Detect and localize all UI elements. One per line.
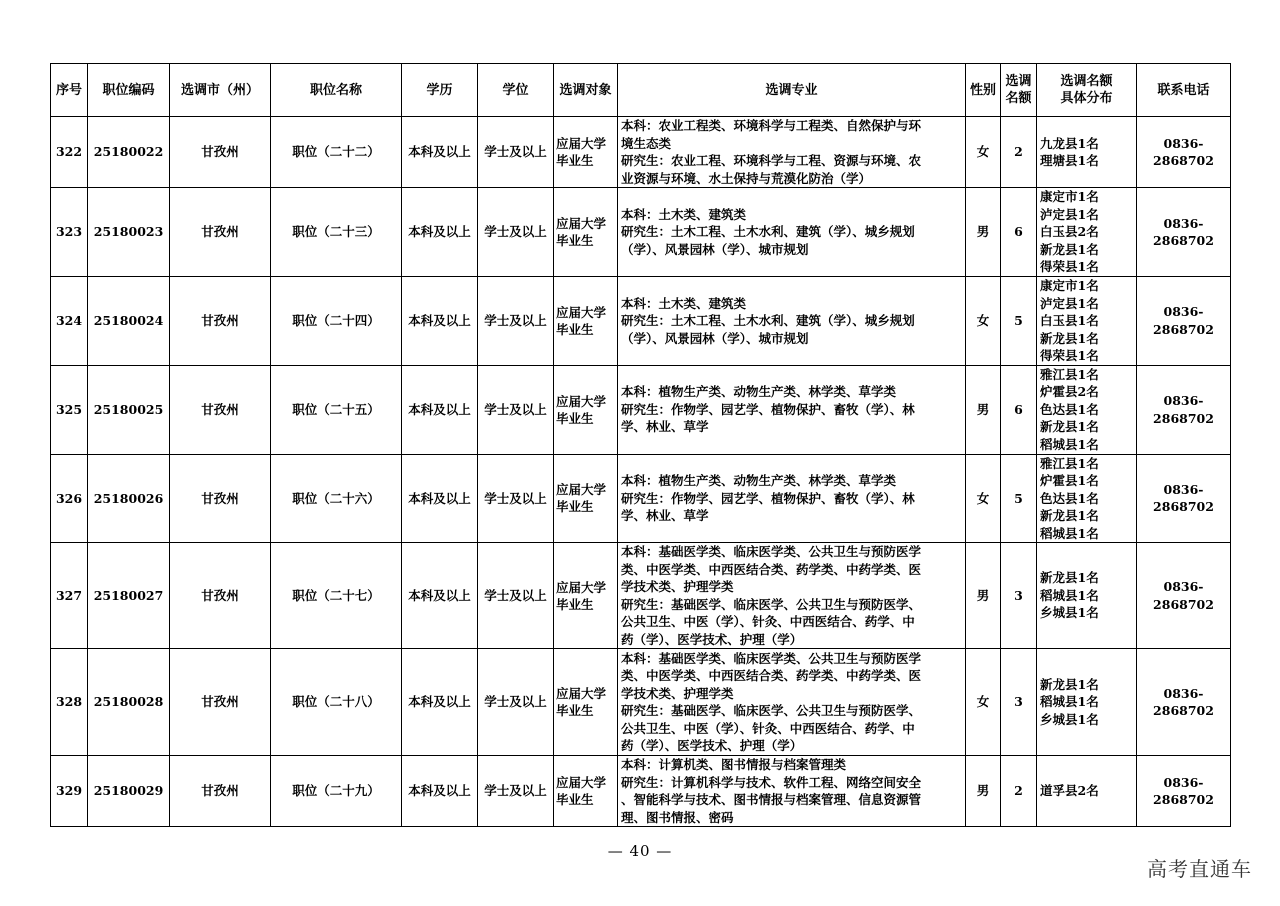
distribution-line: 稻城县1名	[1040, 525, 1099, 541]
distribution-line: 泸定县1名	[1040, 295, 1099, 311]
cell-quota: 2	[1001, 117, 1037, 188]
cell-city: 甘孜州	[170, 188, 271, 277]
page-number: — 40 —	[607, 842, 673, 860]
cell-code: 25180025	[88, 365, 170, 454]
cell-education: 本科及以上	[402, 365, 478, 454]
cell-code: 25180029	[88, 756, 170, 827]
distribution-line: 稻城县1名	[1040, 694, 1099, 710]
cell-distribution	[1037, 649, 1137, 756]
cell-city: 甘孜州	[170, 117, 271, 188]
major-line: 学技术类、护理学类	[621, 685, 734, 701]
cell-education: 本科及以上	[402, 543, 478, 649]
cell-code: 25180022	[88, 117, 170, 188]
major-line: 药（学）、医学技术、护理（学）	[621, 738, 803, 753]
col-header-degree: 学位	[478, 64, 554, 117]
recruitment-table	[50, 63, 1231, 827]
cell-title: 职位（二十八）	[271, 649, 402, 756]
distribution-line: 新龙县1名	[1040, 241, 1099, 257]
cell-education: 本科及以上	[402, 277, 478, 366]
table-row	[51, 188, 1231, 277]
cell-phone: 0836-2868702	[1137, 756, 1231, 827]
distribution-line: 乡城县1名	[1040, 605, 1099, 621]
distribution-line: 新龙县1名	[1040, 330, 1099, 346]
cell-phone: 0836-2868702	[1137, 188, 1231, 277]
cell-city: 甘孜州	[170, 277, 271, 366]
table-row	[51, 543, 1231, 649]
watermark-text: 高考直通车	[1147, 857, 1252, 881]
major-line: 研究生：土木工程、土木水利、建筑（学）、城乡规划	[621, 313, 915, 328]
table-row	[51, 365, 1231, 454]
major-line: 本科：植物生产类、动物生产类、林学类、草学类	[621, 473, 897, 488]
cell-no: 327	[51, 543, 88, 649]
cell-distribution	[1037, 117, 1137, 188]
cell-city: 甘孜州	[170, 649, 271, 756]
cell-quota: 5	[1001, 454, 1037, 543]
distribution-line: 泸定县1名	[1040, 206, 1099, 222]
distribution-line: 炉霍县1名	[1040, 473, 1099, 488]
cell-quota: 6	[1001, 188, 1037, 277]
major-line: 研究生：农业工程、环境科学与工程、资源与环境、农	[621, 153, 922, 168]
major-line: 本科：基础医学类、临床医学类、公共卫生与预防医学	[621, 650, 922, 666]
col-header-code: 职位编码	[88, 64, 170, 117]
major-line: 药（学）、医学技术、护理（学）	[621, 631, 803, 647]
cell-phone: 0836-2868702	[1137, 365, 1231, 454]
distribution-line: 新龙县1名	[1040, 570, 1099, 586]
cell-major	[618, 117, 966, 188]
cell-degree: 学士及以上	[478, 365, 554, 454]
header-row	[51, 64, 1231, 117]
cell-target: 应届大学 毕业生	[554, 543, 618, 649]
major-line: 公共卫生、中医（学）、针灸、中西医结合、药学、中	[621, 614, 915, 629]
cell-no: 328	[51, 649, 88, 756]
cell-distribution	[1037, 454, 1137, 543]
major-line: （学）、风景园林（学）、城市规划	[621, 330, 809, 346]
cell-distribution	[1037, 756, 1137, 827]
table-row	[51, 756, 1231, 827]
cell-degree: 学士及以上	[478, 454, 554, 543]
cell-degree: 学士及以上	[478, 188, 554, 277]
table-row	[51, 649, 1231, 756]
distribution-line: 乡城县1名	[1040, 711, 1099, 727]
major-line: 学、林业、草学	[621, 419, 709, 435]
cell-code: 25180028	[88, 649, 170, 756]
table-row	[51, 454, 1231, 543]
cell-no: 329	[51, 756, 88, 827]
cell-no: 323	[51, 188, 88, 277]
col-header-title: 职位名称	[271, 64, 402, 117]
cell-distribution	[1037, 277, 1137, 366]
cell-gender: 女	[966, 454, 1001, 543]
cell-gender: 男	[966, 188, 1001, 277]
cell-phone: 0836-2868702	[1137, 117, 1231, 188]
cell-title: 职位（二十四）	[271, 277, 402, 366]
table-body	[51, 117, 1231, 827]
cell-city: 甘孜州	[170, 756, 271, 827]
cell-quota: 3	[1001, 543, 1037, 649]
cell-no: 324	[51, 277, 88, 366]
cell-quota: 2	[1001, 756, 1037, 827]
cell-phone: 0836-2868702	[1137, 543, 1231, 649]
cell-no: 325	[51, 365, 88, 454]
distribution-line: 九龙县1名	[1040, 135, 1099, 151]
cell-code: 25180027	[88, 543, 170, 649]
major-line: 类、中医学类、中西医结合类、药学类、中药学类、医	[621, 668, 922, 683]
major-line: 本科：植物生产类、动物生产类、林学类、草学类	[621, 384, 897, 400]
cell-target: 应届大学 毕业生	[554, 454, 618, 543]
distribution-line: 得荣县1名	[1040, 348, 1099, 363]
cell-education: 本科及以上	[402, 188, 478, 277]
distribution-line: 康定市1名	[1040, 278, 1099, 293]
major-line: 理、图书情报、密码	[621, 809, 734, 825]
distribution-line: 白玉县2名	[1040, 224, 1099, 240]
distribution-line: 炉霍县2名	[1040, 384, 1099, 400]
cell-gender: 女	[966, 117, 1001, 188]
major-line: 本科：基础医学类、临床医学类、公共卫生与预防医学	[621, 544, 922, 559]
cell-city: 甘孜州	[170, 543, 271, 649]
major-line: 类、中医学类、中西医结合类、药学类、中药学类、医	[621, 561, 922, 577]
cell-degree: 学士及以上	[478, 543, 554, 649]
distribution-line: 白玉县1名	[1040, 313, 1099, 328]
distribution-line: 雅江县1名	[1040, 366, 1099, 382]
cell-education: 本科及以上	[402, 756, 478, 827]
col-header-gender: 性别	[966, 64, 1001, 117]
major-line: 境生态类	[621, 135, 672, 151]
col-header-quota: 选调 名额	[1001, 64, 1037, 117]
col-header-target: 选调对象	[554, 64, 618, 117]
cell-degree: 学士及以上	[478, 117, 554, 188]
cell-code: 25180026	[88, 454, 170, 543]
distribution-line: 色达县1名	[1040, 401, 1099, 417]
cell-city: 甘孜州	[170, 365, 271, 454]
cell-code: 25180023	[88, 188, 170, 277]
cell-education: 本科及以上	[402, 649, 478, 756]
distribution-line: 得荣县1名	[1040, 259, 1099, 275]
distribution-line: 理塘县1名	[1040, 153, 1099, 168]
cell-major	[618, 756, 966, 827]
col-header-education: 学历	[402, 64, 478, 117]
cell-title: 职位（二十九）	[271, 756, 402, 827]
cell-quota: 5	[1001, 277, 1037, 366]
major-line: 研究生：基础医学、临床医学、公共卫生与预防医学、	[621, 596, 922, 612]
major-line: 本科：农业工程类、环境科学与工程类、自然保护与环	[621, 118, 922, 133]
cell-target: 应届大学 毕业生	[554, 277, 618, 366]
cell-target: 应届大学 毕业生	[554, 117, 618, 188]
cell-major	[618, 365, 966, 454]
major-line: 学、林业、草学	[621, 508, 709, 523]
col-header-no: 序号	[51, 64, 88, 117]
cell-degree: 学士及以上	[478, 649, 554, 756]
cell-distribution	[1037, 543, 1137, 649]
major-line: 研究生：计算机科学与技术、软件工程、网络空间安全	[621, 774, 922, 790]
cell-quota: 3	[1001, 649, 1037, 756]
cell-degree: 学士及以上	[478, 277, 554, 366]
col-header-major: 选调专业	[618, 64, 966, 117]
cell-quota: 6	[1001, 365, 1037, 454]
major-line: 公共卫生、中医（学）、针灸、中西医结合、药学、中	[621, 720, 915, 736]
major-line: （学）、风景园林（学）、城市规划	[621, 241, 809, 257]
cell-gender: 女	[966, 649, 1001, 756]
cell-major	[618, 649, 966, 756]
distribution-line: 色达县1名	[1040, 490, 1099, 506]
major-line: 业资源与环境、水土保持与荒漠化防治（学）	[621, 170, 872, 186]
major-line: 本科：土木类、建筑类	[621, 295, 747, 311]
col-header-distribution: 选调名额 具体分布	[1037, 64, 1137, 117]
table-row	[51, 277, 1231, 366]
cell-major	[618, 188, 966, 277]
cell-gender: 女	[966, 277, 1001, 366]
cell-gender: 男	[966, 543, 1001, 649]
distribution-line: 道孚县2名	[1040, 783, 1099, 799]
major-line: 研究生：作物学、园艺学、植物保护、畜牧（学）、林	[621, 490, 915, 506]
cell-gender: 男	[966, 365, 1001, 454]
cell-major	[618, 543, 966, 649]
cell-city: 甘孜州	[170, 454, 271, 543]
distribution-line: 稻城县1名	[1040, 587, 1099, 603]
cell-no: 326	[51, 454, 88, 543]
cell-title: 职位（二十五）	[271, 365, 402, 454]
cell-distribution	[1037, 365, 1137, 454]
major-line: 、智能科学与技术、图书情报与档案管理、信息资源管	[621, 792, 922, 807]
col-header-city: 选调市（州）	[170, 64, 271, 117]
col-header-phone: 联系电话	[1137, 64, 1231, 117]
cell-code: 25180024	[88, 277, 170, 366]
major-line: 研究生：土木工程、土木水利、建筑（学）、城乡规划	[621, 224, 915, 240]
cell-target: 应届大学 毕业生	[554, 756, 618, 827]
distribution-line: 新龙县1名	[1040, 676, 1099, 692]
cell-major	[618, 454, 966, 543]
distribution-line: 康定市1名	[1040, 189, 1099, 205]
distribution-line: 新龙县1名	[1040, 419, 1099, 435]
cell-education: 本科及以上	[402, 454, 478, 543]
cell-target: 应届大学 毕业生	[554, 188, 618, 277]
cell-gender: 男	[966, 756, 1001, 827]
major-line: 研究生：基础医学、临床医学、公共卫生与预防医学、	[621, 703, 922, 718]
cell-title: 职位（二十二）	[271, 117, 402, 188]
cell-phone: 0836-2868702	[1137, 277, 1231, 366]
cell-target: 应届大学 毕业生	[554, 365, 618, 454]
major-line: 本科：计算机类、图书情报与档案管理类	[621, 757, 847, 772]
major-line: 学技术类、护理学类	[621, 579, 734, 594]
major-line: 本科：土木类、建筑类	[621, 206, 747, 222]
cell-target: 应届大学 毕业生	[554, 649, 618, 756]
table-row	[51, 117, 1231, 188]
cell-phone: 0836-2868702	[1137, 649, 1231, 756]
cell-title: 职位（二十三）	[271, 188, 402, 277]
cell-degree: 学士及以上	[478, 756, 554, 827]
cell-distribution	[1037, 188, 1137, 277]
cell-title: 职位（二十七）	[271, 543, 402, 649]
distribution-line: 稻城县1名	[1040, 436, 1099, 452]
cell-education: 本科及以上	[402, 117, 478, 188]
cell-phone: 0836-2868702	[1137, 454, 1231, 543]
major-line: 研究生：作物学、园艺学、植物保护、畜牧（学）、林	[621, 401, 915, 417]
cell-no: 322	[51, 117, 88, 188]
distribution-line: 雅江县1名	[1040, 455, 1099, 471]
distribution-line: 新龙县1名	[1040, 508, 1099, 523]
cell-title: 职位（二十六）	[271, 454, 402, 543]
cell-major	[618, 277, 966, 366]
